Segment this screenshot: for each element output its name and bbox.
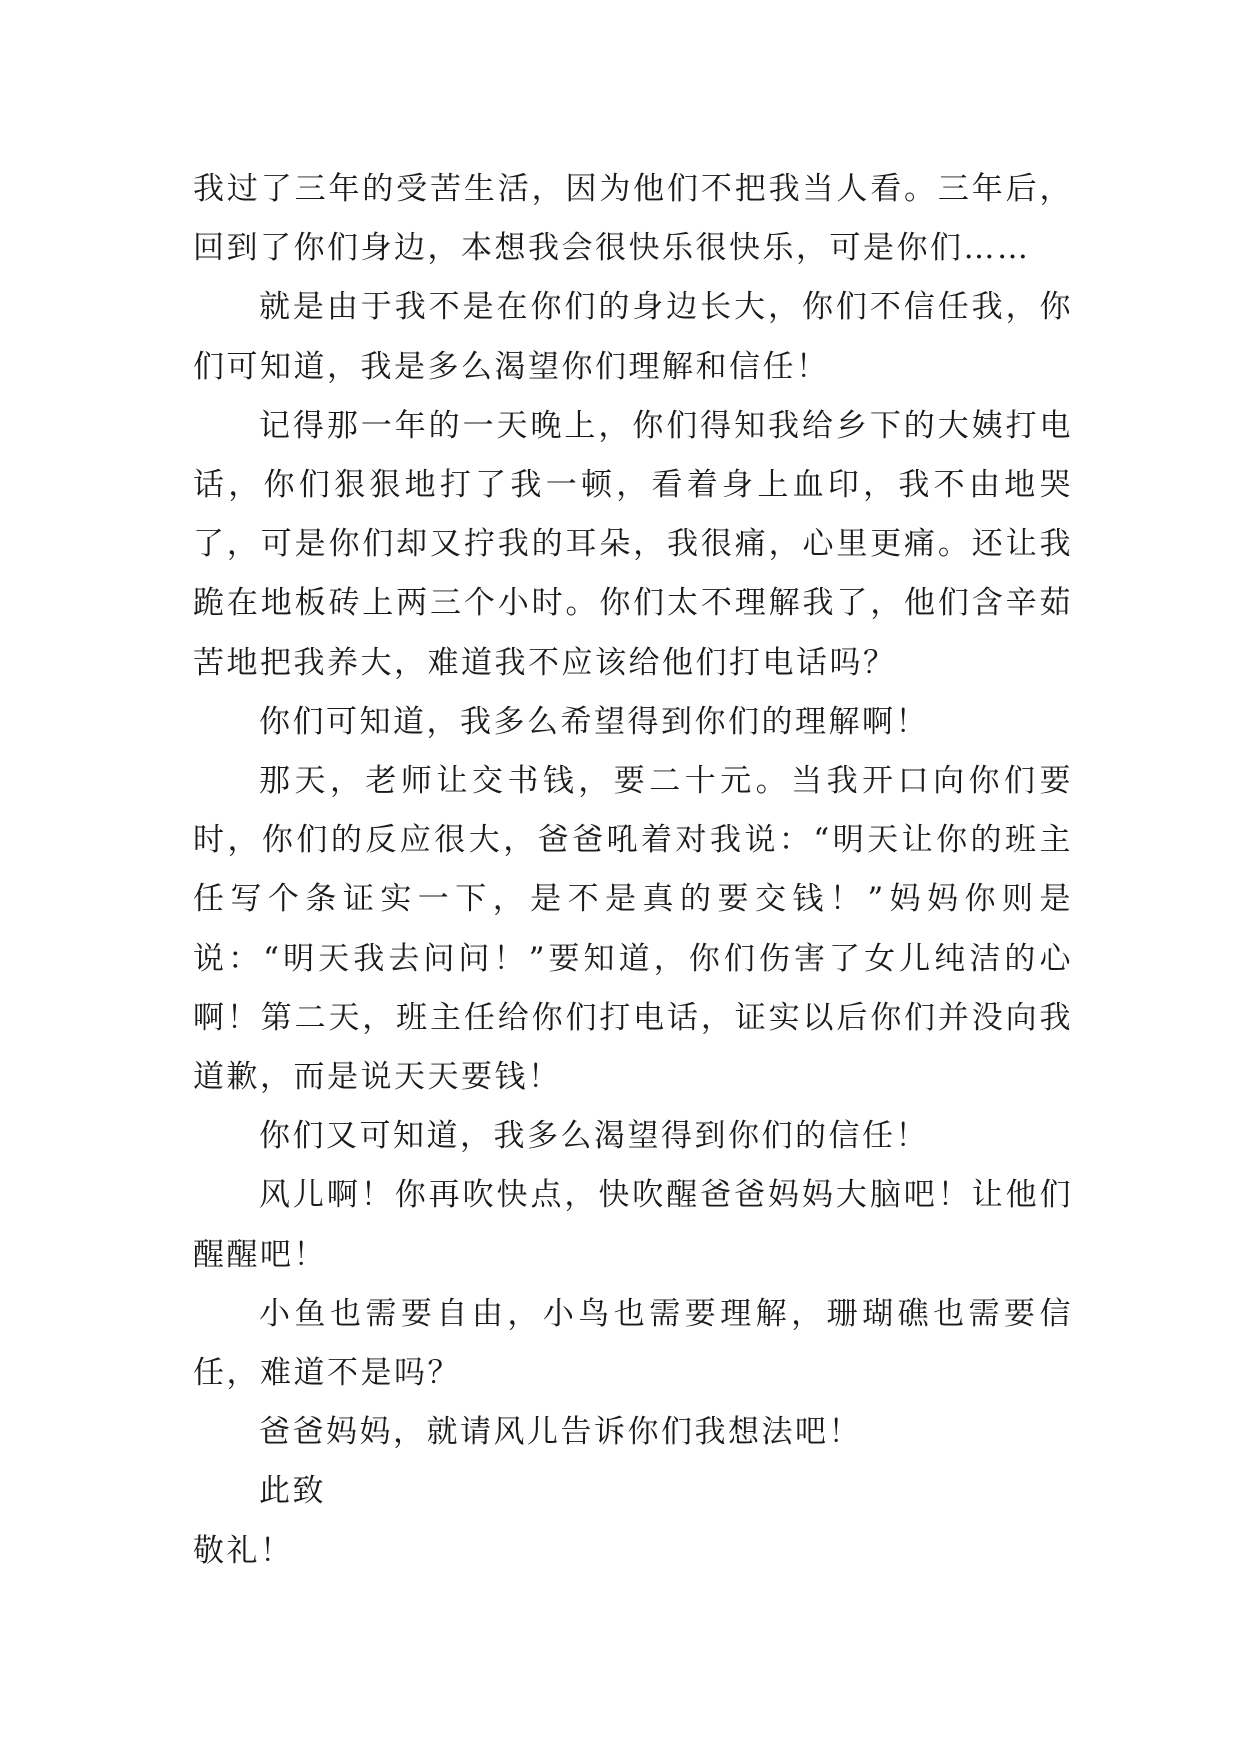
paragraph-1: 我过了三年的受苦生活，因为他们不把我当人看。三年后，回到了你们身边，本想我会很快乐很快乐，可是你们…… — [193, 171, 1073, 267]
paragraph-2: 就是由于我不是在你们的身边长大，你们不信任我，你们可知道，我是多么渴望你们理解和信任！ — [193, 289, 1073, 385]
paragraph-9: 爸爸妈妈，就请风儿告诉你们我想法吧！ — [259, 1414, 862, 1451]
closing-regards: 敬礼！ — [193, 1532, 294, 1569]
paragraph-5: 那天，老师让交书钱，要二十元。当我开口向你们要时，你们的反应很大，爸爸吼着对我说：“明天让你的班主任写个条证实一下，是不是真的要交钱！”妈妈你则是说：“明天我去问问！”要知道，你们伤害了女儿纯洁的心啊！第二天，班主任给你们打电话，证实以后你们并没向我道歉，而是说天天要钱！ — [193, 763, 1073, 1096]
paragraph-4: 你们可知道，我多么希望得到你们的理解啊！ — [259, 703, 929, 740]
paragraph-8: 小鱼也需要自由，小鸟也需要理解，珊瑚礁也需要信任，难道不是吗？ — [193, 1295, 1073, 1392]
closing-salutation: 此致 — [259, 1473, 326, 1510]
letter-body — [193, 160, 1073, 1581]
paragraph-7: 风儿啊！你再吹快点，快吹醒爸爸妈妈大脑吧！让他们醒醒吧！ — [193, 1177, 1073, 1273]
paragraph-3: 记得那一年的一天晚上，你们得知我给乡下的大姨打电话，你们狠狠地打了我一顿，看着身上血印，我不由地哭了，可是你们却又拧我的耳朵，我很痛，心里更痛。还让我跪在地板砖上两三个小时。你们太不理解我了，他们含辛茹苦地把我养大，难道我不应该给他们打电话吗？ — [193, 407, 1073, 681]
paragraph-6: 你们又可知道，我多么渴望得到你们的信任！ — [259, 1118, 929, 1155]
